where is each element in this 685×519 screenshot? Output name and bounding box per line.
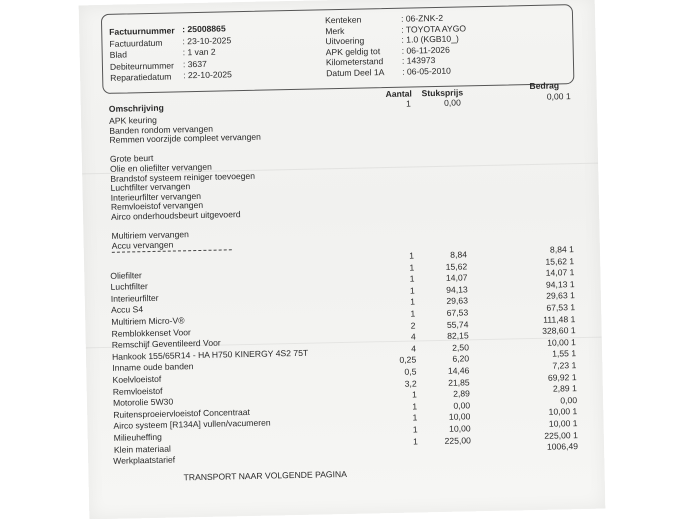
item-description: Koelvloeistof xyxy=(112,373,162,385)
first-row-stuksprijs: 0,00 xyxy=(443,97,461,108)
item-stuksprijs: 55,74 xyxy=(446,318,469,330)
work-line: Remvloeistof vervangen xyxy=(110,200,204,213)
item-bedrag: 328,60 1 xyxy=(542,325,576,337)
header-value: : 25008865 xyxy=(182,23,226,35)
vehicle-value: : 1.0 (KGB10_) xyxy=(401,33,459,45)
work-line: Remmen voorzijde compleet vervangen xyxy=(109,131,261,146)
vehicle-value: : 06-ZNK-2 xyxy=(400,12,444,24)
work-line: Olie en oliefilter vervangen xyxy=(109,161,212,174)
vehicle-value: : TOYOTA AYGO xyxy=(401,22,467,35)
header-label: Blad xyxy=(109,49,128,60)
vehicle-label: Kenteken xyxy=(324,14,362,26)
item-stuksprijs: 29,63 xyxy=(446,295,469,307)
item-bedrag: 111,48 1 xyxy=(543,313,576,325)
item-description: Remblokkenset Voor xyxy=(111,326,191,339)
item-bedrag: 1,55 1 xyxy=(552,348,577,360)
first-row-aantal: 1 xyxy=(405,98,411,109)
item-aantal: 1 xyxy=(409,285,415,296)
item-stuksprijs: 6,20 xyxy=(452,353,470,365)
vehicle-value: : 06-11-2026 xyxy=(401,44,450,56)
work-line: Accu vervangen xyxy=(111,239,174,251)
item-bedrag: 0,00 xyxy=(560,394,578,406)
item-aantal: 1 xyxy=(410,308,416,319)
item-stuksprijs: 2,50 xyxy=(452,342,470,353)
footer-transport: TRANSPORT NAAR VOLGENDE PAGINA xyxy=(183,468,347,483)
item-bedrag: 7,23 1 xyxy=(552,360,577,371)
item-aantal: 1 xyxy=(412,389,418,400)
work-line: Brandstof systeem reiniger toevoegen xyxy=(110,170,256,184)
vehicle-label: Kilometerstand xyxy=(325,56,384,68)
item-bedrag: 10,00 1 xyxy=(547,336,576,348)
item-description: Luchtfilter xyxy=(110,281,148,293)
item-description: Hankook 155/65R14 - HA H750 KINERGY 4S2 75T xyxy=(111,347,309,362)
item-aantal: 1 xyxy=(410,296,416,307)
header-label: Reparatiedatum xyxy=(110,71,172,83)
item-bedrag: 29,63 1 xyxy=(546,290,575,302)
item-description: Oliefilter xyxy=(110,269,142,281)
vehicle-label: APK geldig tot xyxy=(325,45,381,57)
item-stuksprijs: 10,00 xyxy=(449,423,471,434)
item-bedrag: 69,92 1 xyxy=(547,371,577,383)
item-stuksprijs: 0,00 xyxy=(453,400,471,411)
item-description: Accu S4 xyxy=(110,304,144,316)
item-bedrag: 14,07 1 xyxy=(545,267,575,278)
work-line: Interieurfilter vervangen xyxy=(110,190,202,203)
item-bedrag: 2,89 1 xyxy=(552,383,577,394)
item-description: Remschijf Geventileerd Voor xyxy=(111,337,221,351)
col-omschrijving: Omschrijving xyxy=(108,102,164,114)
header-label: Factuurnummer xyxy=(109,25,175,37)
item-aantal: 1 xyxy=(409,273,415,284)
item-stuksprijs xyxy=(423,447,471,448)
header-value: : 23-10-2025 xyxy=(182,34,232,46)
item-aantal: 1 xyxy=(412,436,418,447)
item-aantal: 4 xyxy=(410,331,416,342)
item-description: Airco systeem [R134A] vullen/vacumeren xyxy=(113,417,271,432)
item-stuksprijs: 94,13 xyxy=(446,284,468,295)
item-aantal: 1 xyxy=(412,412,418,423)
item-description: Interieurfilter xyxy=(110,292,159,304)
work-line: Banden rondom vervangen xyxy=(109,123,214,136)
item-stuksprijs: 67,53 xyxy=(446,307,469,318)
item-aantal: 2 xyxy=(410,320,416,331)
header-value: : 3637 xyxy=(182,58,207,69)
work-line: Airco onderhoudsbeurt uitgevoerd xyxy=(111,209,241,222)
item-aantal: 3,2 xyxy=(404,378,417,389)
item-bedrag: 10,00 1 xyxy=(548,418,578,429)
vehicle-label: Merk xyxy=(325,25,345,36)
header-label: Factuurdatum xyxy=(109,37,163,49)
item-bedrag: 225,00 1 xyxy=(544,429,578,441)
vehicle-label: Uitvoering xyxy=(325,35,365,47)
vehicle-label: Datum Deel 1A xyxy=(326,66,385,78)
item-stuksprijs: 10,00 xyxy=(448,411,471,423)
item-bedrag: 94,13 1 xyxy=(545,278,575,290)
item-description: Motorolie 5W30 xyxy=(112,396,174,409)
item-aantal: 1 xyxy=(409,250,415,261)
item-description: Ruitensproeiervloeistof Concentraat xyxy=(113,406,250,420)
item-bedrag: 67,53 1 xyxy=(546,302,576,313)
header-value: : 22-10-2025 xyxy=(183,69,232,81)
item-stuksprijs: 8,84 xyxy=(450,249,468,260)
item-description: Remvloeistof xyxy=(112,385,163,397)
first-row-bedrag: 0,00 1 xyxy=(546,91,571,102)
header-label: Debiteurnummer xyxy=(109,59,175,72)
item-aantal: 1 xyxy=(409,262,415,273)
col-aantal: Aantal xyxy=(385,88,412,100)
work-line: Multiriem vervangen xyxy=(111,229,189,242)
item-description: Milieuheffing xyxy=(113,431,162,443)
item-description: Werkplaatstarief xyxy=(113,454,176,467)
item-aantal: 1 xyxy=(412,401,418,412)
item-stuksprijs: 21,85 xyxy=(448,376,470,388)
item-aantal: 4 xyxy=(411,343,417,354)
item-aantal: 1 xyxy=(412,424,418,435)
work-line: Grote beurt xyxy=(109,153,154,165)
item-aantal xyxy=(388,448,418,449)
item-bedrag: 8,84 1 xyxy=(549,244,574,255)
item-stuksprijs: 225,00 xyxy=(444,434,471,446)
item-stuksprijs: 2,89 xyxy=(453,388,470,399)
item-stuksprijs: 82,15 xyxy=(447,330,469,342)
item-bedrag: 10,00 1 xyxy=(548,406,578,418)
item-stuksprijs: 14,07 xyxy=(445,272,468,284)
item-aantal: 0,25 xyxy=(399,354,417,366)
item-description: Multiriem Micro-V® xyxy=(111,315,185,327)
col-stuksprijs: Stuksprijs xyxy=(421,87,464,99)
item-bedrag: 15,62 1 xyxy=(545,255,575,267)
vehicle-value: : 143973 xyxy=(401,55,436,66)
item-description: Klein materiaal xyxy=(113,443,171,455)
item-stuksprijs: 14,46 xyxy=(447,365,470,376)
header-value: : 1 van 2 xyxy=(182,46,216,58)
col-bedrag: Bedrag xyxy=(529,80,560,92)
item-description: Inname oude banden xyxy=(112,361,194,374)
work-line: Luchtfilter vervangen xyxy=(110,181,191,194)
item-stuksprijs: 15,62 xyxy=(445,260,468,272)
item-aantal: 0,5 xyxy=(404,366,417,377)
invoice-page xyxy=(79,0,606,519)
vehicle-value: : 06-05-2010 xyxy=(402,65,451,77)
work-line: APK keuring xyxy=(108,114,157,126)
item-bedrag: 1006,49 xyxy=(546,441,579,452)
